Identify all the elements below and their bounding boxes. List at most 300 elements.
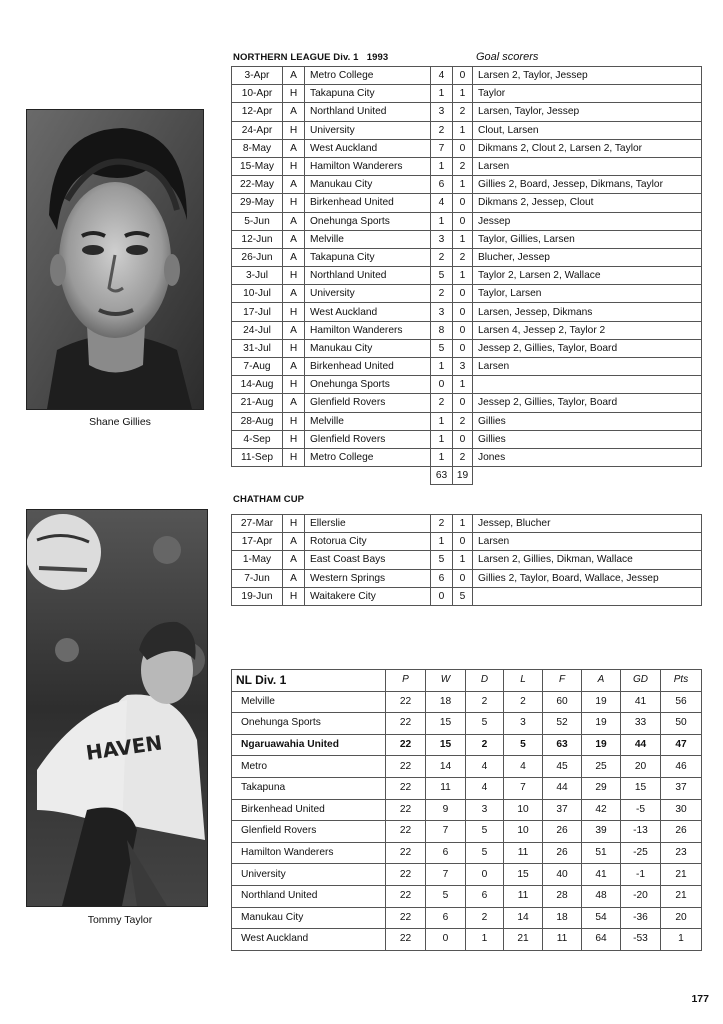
cup-results-table — [231, 514, 702, 606]
team-name: West Auckland — [232, 929, 386, 951]
match-date: 3-Jul — [232, 267, 283, 285]
stat-cell: 15 — [426, 713, 466, 735]
stat-cell: 26 — [543, 842, 582, 864]
goals-for: 1 — [431, 85, 453, 103]
table-row — [232, 176, 702, 194]
table-row — [232, 412, 702, 430]
match-date: 5-Jun — [232, 212, 283, 230]
match-date: 17-Jul — [232, 303, 283, 321]
stat-cell: 19 — [582, 713, 621, 735]
stat-cell: 4 — [466, 777, 504, 799]
total-goals-for: 63 — [431, 467, 453, 485]
stat-cell: 25 — [582, 756, 621, 778]
team-name: Northland United — [232, 885, 386, 907]
venue: H — [283, 267, 305, 285]
goal-scorers: Taylor, Gillies, Larsen — [473, 230, 702, 248]
cup-heading: CHATHAM CUP — [233, 494, 305, 505]
stat-cell: 1 — [466, 929, 504, 951]
match-date: 27-Mar — [232, 515, 283, 533]
venue: A — [283, 394, 305, 412]
goal-scorers: Gillies — [473, 430, 702, 448]
portrait-illustration — [27, 110, 203, 409]
goals-against: 1 — [453, 515, 473, 533]
goal-scorers: Gillies 2, Board, Jessep, Dikmans, Taylor — [473, 176, 702, 194]
goals-for: 5 — [431, 267, 453, 285]
goals-against: 0 — [453, 139, 473, 157]
standings-title: NL Div. 1 — [232, 670, 386, 692]
opponent: Onehunga Sports — [305, 376, 431, 394]
goals-against: 1 — [453, 121, 473, 139]
stat-cell: 4 — [504, 756, 543, 778]
stat-cell: 28 — [543, 885, 582, 907]
goal-scorers: Gillies — [473, 412, 702, 430]
stat-cell: 63 — [543, 734, 582, 756]
opponent: Melville — [305, 412, 431, 430]
table-row — [232, 907, 702, 929]
goals-against: 0 — [453, 339, 473, 357]
table-row — [232, 821, 702, 843]
goal-scorers: Larsen 4, Jessep 2, Taylor 2 — [473, 321, 702, 339]
venue: A — [283, 230, 305, 248]
opponent: West Auckland — [305, 303, 431, 321]
goals-against: 1 — [453, 376, 473, 394]
goal-scorers: Larsen — [473, 358, 702, 376]
team-name: Glenfield Rovers — [232, 821, 386, 843]
opponent: Manukau City — [305, 176, 431, 194]
venue: H — [283, 448, 305, 466]
table-row — [232, 842, 702, 864]
goals-for: 7 — [431, 139, 453, 157]
stat-cell: 54 — [582, 907, 621, 929]
column-header: D — [466, 670, 504, 692]
stat-cell: 7 — [426, 821, 466, 843]
goals-for: 2 — [431, 121, 453, 139]
table-row — [232, 230, 702, 248]
stat-cell: 22 — [386, 864, 426, 886]
table-row — [232, 885, 702, 907]
match-date: 12-Jun — [232, 230, 283, 248]
match-date: 7-Jun — [232, 569, 283, 587]
goals-for: 1 — [431, 533, 453, 551]
goals-for: 4 — [431, 67, 453, 85]
stat-cell: 50 — [661, 713, 702, 735]
match-date: 14-Aug — [232, 376, 283, 394]
venue: H — [283, 515, 305, 533]
stat-cell: 52 — [543, 713, 582, 735]
goal-scorers: Larsen 2, Taylor, Jessep — [473, 67, 702, 85]
venue: H — [283, 157, 305, 175]
table-row — [232, 339, 702, 357]
goals-against: 0 — [453, 569, 473, 587]
venue: A — [283, 569, 305, 587]
column-header: L — [504, 670, 543, 692]
goals-for: 0 — [431, 376, 453, 394]
team-name: Ngaruawahia United — [232, 734, 386, 756]
venue: A — [283, 103, 305, 121]
table-row — [232, 430, 702, 448]
venue: A — [283, 248, 305, 266]
goals-for: 1 — [431, 448, 453, 466]
stat-cell: 39 — [582, 821, 621, 843]
table-row — [232, 303, 702, 321]
match-date: 28-Aug — [232, 412, 283, 430]
match-date: 29-May — [232, 194, 283, 212]
stat-cell: 5 — [466, 713, 504, 735]
goals-against: 0 — [453, 212, 473, 230]
stat-cell: 18 — [543, 907, 582, 929]
opponent: Glenfield Rovers — [305, 430, 431, 448]
goal-scorers: Larsen 2, Gillies, Dikman, Wallace — [473, 551, 702, 569]
opponent: West Auckland — [305, 139, 431, 157]
stat-cell: 21 — [661, 885, 702, 907]
stat-cell: 41 — [582, 864, 621, 886]
goals-for: 3 — [431, 230, 453, 248]
table-row — [232, 799, 702, 821]
stat-cell: 0 — [466, 864, 504, 886]
goal-scorers: Jessep 2, Gillies, Taylor, Board — [473, 394, 702, 412]
page-number: 177 — [691, 993, 709, 1005]
opponent: Takapuna City — [305, 85, 431, 103]
stat-cell: 2 — [504, 691, 543, 713]
goals-against: 0 — [453, 303, 473, 321]
opponent: Waitakere City — [305, 587, 431, 605]
opponent: Takapuna City — [305, 248, 431, 266]
goals-against: 3 — [453, 358, 473, 376]
goals-against: 0 — [453, 394, 473, 412]
goals-against: 2 — [453, 157, 473, 175]
match-date: 11-Sep — [232, 448, 283, 466]
photo-tommy-taylor — [26, 509, 208, 907]
opponent: Metro College — [305, 67, 431, 85]
totals-spacer — [473, 467, 702, 485]
stat-cell: 14 — [426, 756, 466, 778]
table-row — [232, 358, 702, 376]
table-row — [232, 691, 702, 713]
match-date: 15-May — [232, 157, 283, 175]
goals-against: 2 — [453, 448, 473, 466]
column-header: GD — [621, 670, 661, 692]
opponent: Northland United — [305, 103, 431, 121]
stat-cell: -5 — [621, 799, 661, 821]
stat-cell: 22 — [386, 821, 426, 843]
match-date: 12-Apr — [232, 103, 283, 121]
stat-cell: 10 — [504, 799, 543, 821]
opponent: East Coast Bays — [305, 551, 431, 569]
stat-cell: 2 — [466, 734, 504, 756]
goals-for: 5 — [431, 339, 453, 357]
match-date: 26-Jun — [232, 248, 283, 266]
stat-cell: 44 — [543, 777, 582, 799]
goals-for: 1 — [431, 412, 453, 430]
goal-scorers: Jessep — [473, 212, 702, 230]
stat-cell: 15 — [504, 864, 543, 886]
goal-scorers: Taylor 2, Larsen 2, Wallace — [473, 267, 702, 285]
stat-cell: 22 — [386, 756, 426, 778]
stat-cell: 11 — [504, 885, 543, 907]
goals-against: 1 — [453, 230, 473, 248]
venue: H — [283, 194, 305, 212]
team-name: University — [232, 864, 386, 886]
league-heading: NORTHERN LEAGUE Div. 1 1993 — [233, 52, 389, 63]
caption-tommy-taylor: Tommy Taylor — [87, 914, 153, 926]
stat-cell: 22 — [386, 691, 426, 713]
photo-shane-gillies — [26, 109, 204, 410]
venue: A — [283, 358, 305, 376]
stat-cell: 5 — [466, 821, 504, 843]
stat-cell: 7 — [504, 777, 543, 799]
goal-scorers: Larsen, Jessep, Dikmans — [473, 303, 702, 321]
table-row — [232, 713, 702, 735]
goal-scorers: Jessep 2, Gillies, Taylor, Board — [473, 339, 702, 357]
stat-cell: 9 — [426, 799, 466, 821]
stat-cell: 47 — [661, 734, 702, 756]
stat-cell: 26 — [543, 821, 582, 843]
stat-cell: 22 — [386, 885, 426, 907]
table-row — [232, 734, 702, 756]
stat-cell: 60 — [543, 691, 582, 713]
goals-against: 1 — [453, 267, 473, 285]
goals-for: 2 — [431, 285, 453, 303]
totals-spacer — [232, 467, 431, 485]
goal-scorers: Clout, Larsen — [473, 121, 702, 139]
match-date: 10-Jul — [232, 285, 283, 303]
table-row — [232, 67, 702, 85]
venue: A — [283, 285, 305, 303]
match-date: 8-May — [232, 139, 283, 157]
match-date: 19-Jun — [232, 587, 283, 605]
stat-cell: -25 — [621, 842, 661, 864]
league-results-table — [231, 66, 702, 485]
match-date: 31-Jul — [232, 339, 283, 357]
match-date: 22-May — [232, 176, 283, 194]
column-header: W — [426, 670, 466, 692]
goals-for: 3 — [431, 303, 453, 321]
venue: H — [283, 430, 305, 448]
table-row — [232, 85, 702, 103]
venue: H — [283, 339, 305, 357]
stat-cell: 14 — [504, 907, 543, 929]
table-row — [232, 248, 702, 266]
standings-header-row — [232, 670, 702, 692]
stat-cell: 56 — [661, 691, 702, 713]
goals-against: 2 — [453, 412, 473, 430]
goal-scorers: Jessep, Blucher — [473, 515, 702, 533]
match-date: 21-Aug — [232, 394, 283, 412]
table-row — [232, 533, 702, 551]
table-row — [232, 157, 702, 175]
stat-cell: 5 — [504, 734, 543, 756]
venue: H — [283, 587, 305, 605]
stat-cell: 6 — [426, 842, 466, 864]
stat-cell: 11 — [504, 842, 543, 864]
match-date: 24-Jul — [232, 321, 283, 339]
table-row — [232, 321, 702, 339]
opponent: Onehunga Sports — [305, 212, 431, 230]
opponent: Melville — [305, 230, 431, 248]
venue: A — [283, 67, 305, 85]
stat-cell: 22 — [386, 734, 426, 756]
venue: A — [283, 176, 305, 194]
opponent: University — [305, 285, 431, 303]
table-row — [232, 121, 702, 139]
opponent: Northland United — [305, 267, 431, 285]
goal-scorers: Blucher, Jessep — [473, 248, 702, 266]
stat-cell: 0 — [426, 929, 466, 951]
goals-for: 2 — [431, 515, 453, 533]
goal-scorers: Dikmans 2, Jessep, Clout — [473, 194, 702, 212]
team-name: Takapuna — [232, 777, 386, 799]
table-row — [232, 376, 702, 394]
venue: H — [283, 121, 305, 139]
column-header: A — [582, 670, 621, 692]
stat-cell: 7 — [426, 864, 466, 886]
goal-scorers: Taylor, Larsen — [473, 285, 702, 303]
stat-cell: -1 — [621, 864, 661, 886]
goals-against: 0 — [453, 285, 473, 303]
venue: A — [283, 551, 305, 569]
caption-shane-gillies: Shane Gillies — [89, 416, 151, 428]
shirt-lettering: HAVEN — [84, 730, 164, 765]
match-date: 1-May — [232, 551, 283, 569]
table-row — [232, 756, 702, 778]
table-row — [232, 139, 702, 157]
goals-for: 2 — [431, 394, 453, 412]
team-name: Onehunga Sports — [232, 713, 386, 735]
venue: H — [283, 303, 305, 321]
opponent: Hamilton Wanderers — [305, 157, 431, 175]
goals-against: 2 — [453, 103, 473, 121]
stat-cell: 37 — [661, 777, 702, 799]
stat-cell: 22 — [386, 842, 426, 864]
match-date: 3-Apr — [232, 67, 283, 85]
stat-cell: 6 — [466, 885, 504, 907]
stat-cell: 22 — [386, 799, 426, 821]
stat-cell: 19 — [582, 734, 621, 756]
stat-cell: 6 — [426, 907, 466, 929]
stat-cell: 37 — [543, 799, 582, 821]
stat-cell: 20 — [661, 907, 702, 929]
stat-cell: 5 — [426, 885, 466, 907]
opponent: Birkenhead United — [305, 194, 431, 212]
stat-cell: 22 — [386, 929, 426, 951]
table-row — [232, 212, 702, 230]
totals-row — [232, 467, 702, 485]
venue: A — [283, 139, 305, 157]
venue: A — [283, 321, 305, 339]
stat-cell: -36 — [621, 907, 661, 929]
stat-cell: 42 — [582, 799, 621, 821]
table-row — [232, 267, 702, 285]
venue: A — [283, 212, 305, 230]
stat-cell: 23 — [661, 842, 702, 864]
goals-for: 0 — [431, 587, 453, 605]
goal-scorers: Dikmans 2, Clout 2, Larsen 2, Taylor — [473, 139, 702, 157]
goal-scorers-heading: Goal scorers — [476, 51, 539, 63]
goals-against: 1 — [453, 551, 473, 569]
stat-cell: 3 — [466, 799, 504, 821]
goals-against: 5 — [453, 587, 473, 605]
goal-scorers: Jones — [473, 448, 702, 466]
match-date: 24-Apr — [232, 121, 283, 139]
goals-against: 0 — [453, 321, 473, 339]
stat-cell: 29 — [582, 777, 621, 799]
goal-scorers: Larsen — [473, 157, 702, 175]
column-header: P — [386, 670, 426, 692]
match-date: 10-Apr — [232, 85, 283, 103]
stat-cell: 40 — [543, 864, 582, 886]
team-name: Manukau City — [232, 907, 386, 929]
stat-cell: 46 — [661, 756, 702, 778]
stat-cell: 45 — [543, 756, 582, 778]
team-name: Melville — [232, 691, 386, 713]
total-goals-against: 19 — [453, 467, 473, 485]
opponent: Western Springs — [305, 569, 431, 587]
stat-cell: 4 — [466, 756, 504, 778]
table-row — [232, 515, 702, 533]
opponent: University — [305, 121, 431, 139]
goals-against: 0 — [453, 67, 473, 85]
action-photo-illustration — [27, 510, 207, 906]
stat-cell: 48 — [582, 885, 621, 907]
stat-cell: 21 — [661, 864, 702, 886]
team-name: Hamilton Wanderers — [232, 842, 386, 864]
table-row — [232, 569, 702, 587]
table-row — [232, 929, 702, 951]
stat-cell: 11 — [426, 777, 466, 799]
goal-scorers — [473, 587, 702, 605]
venue: A — [283, 533, 305, 551]
stat-cell: 15 — [426, 734, 466, 756]
venue: H — [283, 412, 305, 430]
stat-cell: 18 — [426, 691, 466, 713]
opponent: Rotorua City — [305, 533, 431, 551]
stat-cell: 51 — [582, 842, 621, 864]
goal-scorers: Larsen, Taylor, Jessep — [473, 103, 702, 121]
goals-for: 1 — [431, 430, 453, 448]
opponent: Metro College — [305, 448, 431, 466]
goal-scorers — [473, 376, 702, 394]
table-row — [232, 864, 702, 886]
stat-cell: -53 — [621, 929, 661, 951]
stat-cell: 10 — [504, 821, 543, 843]
venue: H — [283, 85, 305, 103]
goals-for: 6 — [431, 569, 453, 587]
stat-cell: 44 — [621, 734, 661, 756]
goals-for: 1 — [431, 157, 453, 175]
goal-scorers: Taylor — [473, 85, 702, 103]
stat-cell: 22 — [386, 777, 426, 799]
stat-cell: 33 — [621, 713, 661, 735]
stat-cell: 64 — [582, 929, 621, 951]
goals-against: 1 — [453, 85, 473, 103]
table-row — [232, 777, 702, 799]
stat-cell: 2 — [466, 691, 504, 713]
goals-for: 3 — [431, 103, 453, 121]
table-row — [232, 194, 702, 212]
opponent: Birkenhead United — [305, 358, 431, 376]
goals-for: 1 — [431, 358, 453, 376]
stat-cell: 11 — [543, 929, 582, 951]
goals-for: 8 — [431, 321, 453, 339]
goals-against: 0 — [453, 430, 473, 448]
table-row — [232, 394, 702, 412]
stat-cell: 22 — [386, 713, 426, 735]
stat-cell: 20 — [621, 756, 661, 778]
table-row — [232, 551, 702, 569]
goals-for: 6 — [431, 176, 453, 194]
table-row — [232, 448, 702, 466]
goals-against: 0 — [453, 194, 473, 212]
